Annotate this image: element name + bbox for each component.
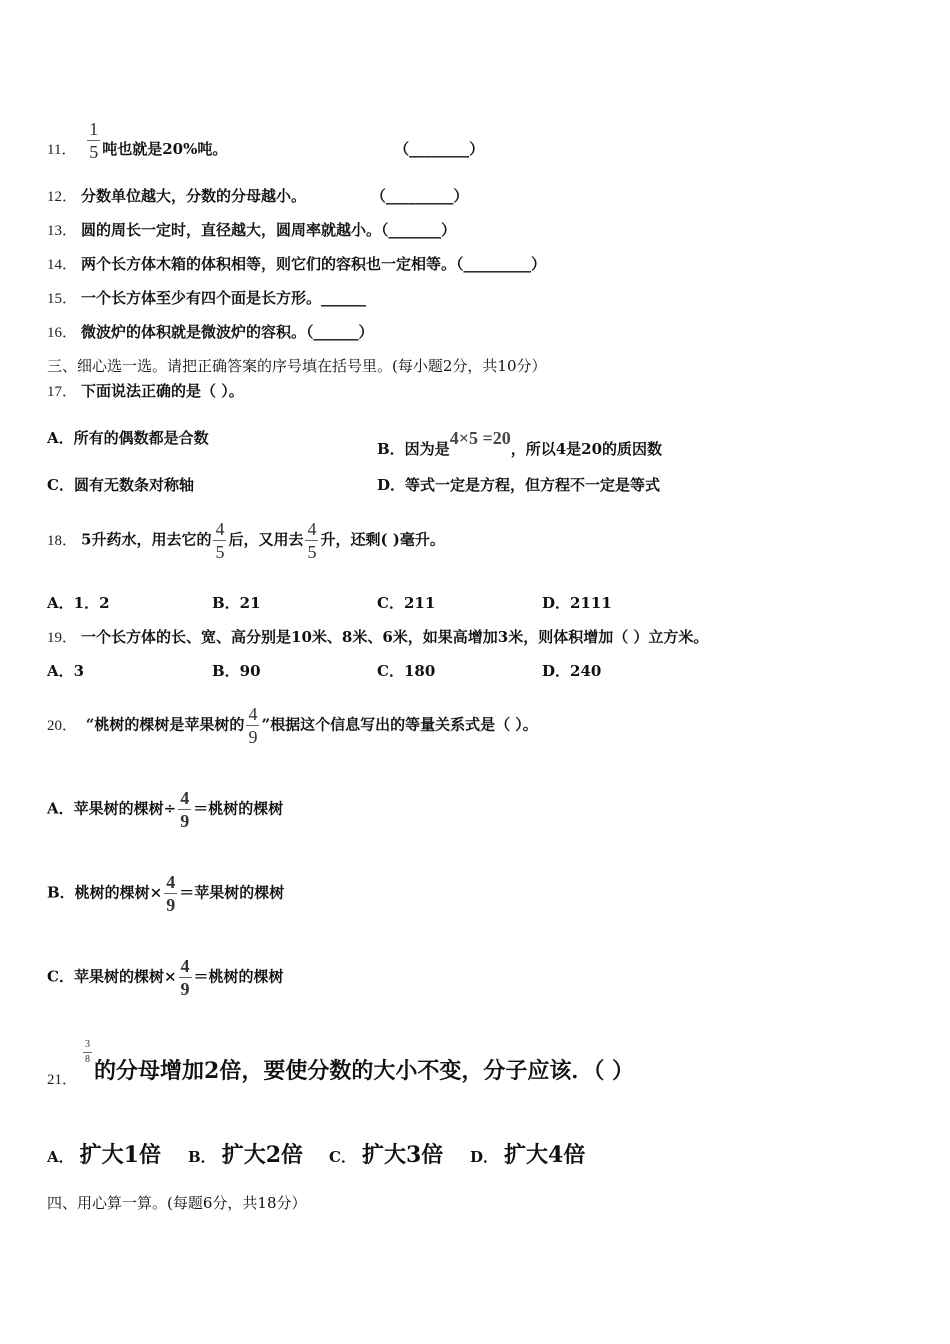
question-text: 分数单位越大，分数的分母越小。 xyxy=(81,187,307,205)
question-number: 18． xyxy=(47,532,78,549)
question-14 xyxy=(47,254,546,275)
answer-bracket[interactable]: （_________） xyxy=(370,187,469,205)
question-number: 14． xyxy=(47,257,78,273)
question-text: 微波炉的体积就是微波炉的容积。 xyxy=(81,323,307,341)
question-text: 两个长方体木箱的体积相等，则它们的容积也一定相等。 xyxy=(81,255,457,273)
question-number: 21． xyxy=(47,1072,78,1088)
option-c[interactable]: C．180 xyxy=(377,662,436,680)
answer-bracket[interactable]: （_________） xyxy=(456,255,547,273)
option-a[interactable]: A．1．2 xyxy=(47,594,110,612)
fraction: $\frac{4}{5}$ xyxy=(307,519,317,562)
option-b[interactable]: B．因为是4×5 =20，所以4是20的质因数 xyxy=(377,428,663,458)
answer-bracket[interactable]: （______） xyxy=(306,323,374,341)
question-12 xyxy=(47,186,468,207)
question-text: 一个长方体的长、宽、高分别是10米、8米、6米，如果高增加3米，则体积增加（ ）立方米。 xyxy=(81,628,709,646)
question-number: 15． xyxy=(47,291,78,307)
question-number: 16． xyxy=(47,325,78,341)
question-number: 20． xyxy=(47,717,78,734)
option-d[interactable]: D．240 xyxy=(542,662,602,680)
option-c[interactable]: C． 扩大3倍 xyxy=(329,1142,444,1168)
question-11 xyxy=(47,120,484,161)
question-text: 圆的周长一定时，直径越大，圆周率就越小。 xyxy=(81,221,382,239)
answer-bracket[interactable]: （________） xyxy=(394,140,485,158)
question-20: 20． “桃树的棵树是苹果树的 $\frac{4}{9}$ ”根据这个信息写出的等量关系式是（ ）。 xyxy=(47,704,538,747)
question-number: 19． xyxy=(47,630,78,646)
option-a[interactable]: A．3 xyxy=(47,662,85,680)
option-b[interactable]: B．21 xyxy=(212,594,261,612)
option-a[interactable]: A．所有的偶数都是合数 xyxy=(47,429,209,447)
question-19 xyxy=(47,627,708,648)
option-c[interactable]: C．苹果树的棵树× $\frac{4}{9}$ ＝桃树的棵树 xyxy=(47,956,284,999)
section-3-heading: 三、细心选一选。请把正确答案的序号填在括号里。(每小题2分，共10分） xyxy=(47,357,547,375)
fraction: $\frac{3}{8}$ xyxy=(85,1039,91,1065)
question-number: 13． xyxy=(47,223,78,239)
fraction: $\frac{4}{9}$ xyxy=(180,788,190,831)
answer-blank[interactable]: ______ xyxy=(321,289,367,307)
fraction: $\frac{1}{5}$ xyxy=(89,119,99,162)
option-b[interactable]: B．桃树的棵树× $\frac{4}{9}$ ＝苹果树的棵树 xyxy=(47,872,285,915)
question-number: 12． xyxy=(47,189,78,205)
option-c[interactable]: C．圆有无数条对称轴 xyxy=(47,476,194,494)
question-13 xyxy=(47,220,456,241)
option-b[interactable]: B．90 xyxy=(212,662,261,680)
answer-bracket[interactable]: （_______） xyxy=(381,221,457,239)
option-d[interactable]: D．等式一定是方程，但方程不一定是等式 xyxy=(377,476,661,494)
question-text: 下面说法正确的是（ ）。 xyxy=(81,382,244,400)
question-18: 18． 5升药水，用去它的 $\frac{4}{5}$ 后，又用去 $\frac{4}{5}$ 升，还剩( )毫升。 xyxy=(47,519,445,562)
question-16 xyxy=(47,322,374,343)
option-b[interactable]: B． 扩大2倍 xyxy=(188,1142,303,1168)
question-text: 一个长方体至少有四个面是长方形。 xyxy=(81,289,322,307)
question-21 xyxy=(47,1040,634,1097)
fraction: $\frac{4}{5}$ xyxy=(215,519,225,562)
question-15 xyxy=(47,288,366,309)
question-17 xyxy=(47,381,244,402)
option-a[interactable]: A． 扩大1倍 xyxy=(47,1142,161,1168)
option-d[interactable]: D．2111 xyxy=(542,594,612,612)
option-d[interactable]: D． 扩大4倍 xyxy=(470,1142,586,1168)
math-expression: 4×5 =20 xyxy=(449,428,511,448)
question-text: 的分母增加2倍，要使分数的大小不变，分子应该．（ ） xyxy=(94,1058,634,1084)
question-number: 17． xyxy=(47,384,78,400)
option-a[interactable]: A．苹果树的棵树÷ $\frac{4}{9}$ ＝桃树的棵树 xyxy=(47,788,284,831)
fraction: $\frac{4}{9}$ xyxy=(166,872,176,915)
question-text: 吨也就是20%吨。 xyxy=(102,140,228,158)
question-number: 11． xyxy=(47,142,77,158)
section-4-heading: 四、用心算一算。(每题6分，共18分） xyxy=(47,1194,307,1212)
option-c[interactable]: C．211 xyxy=(377,594,436,612)
fraction: $\frac{4}{9}$ xyxy=(248,704,258,747)
fraction: $\frac{4}{9}$ xyxy=(180,956,190,999)
